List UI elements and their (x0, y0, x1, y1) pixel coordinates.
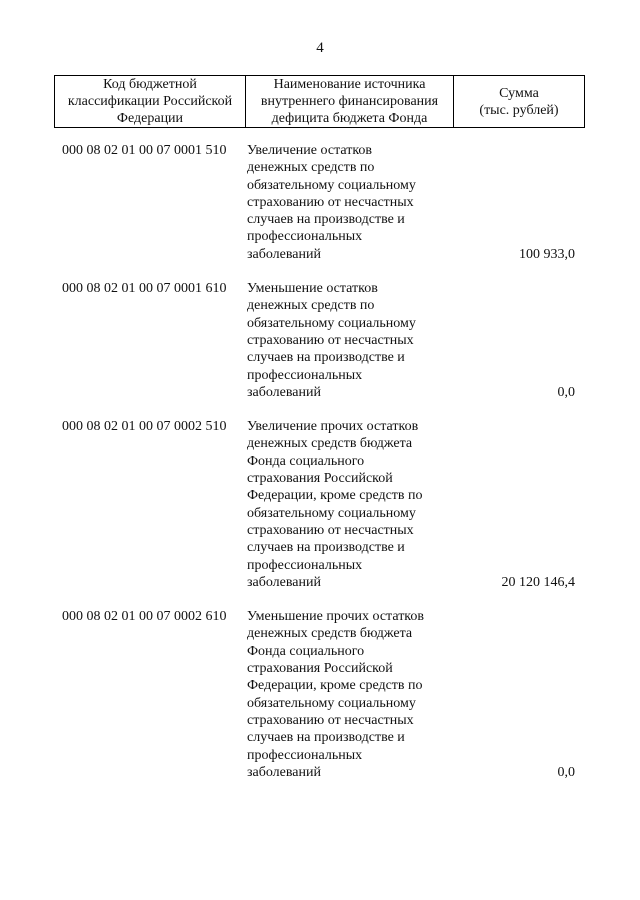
row-sum (455, 142, 583, 263)
row-sum-value: 0,0 (557, 764, 575, 780)
table-row (54, 608, 585, 781)
page-number: 4 (316, 40, 324, 56)
row-code: 000 08 02 01 00 07 0001 510 (62, 143, 227, 158)
row-sum (455, 418, 583, 591)
table-row (54, 418, 585, 591)
row-name: Увеличение остатков денежных средств по обязательному социальному страхованию от несчастных случаев на производстве и профессиональных заболеваний (247, 143, 416, 262)
row-sum-value: 100 933,0 (519, 246, 575, 262)
row-sum-value: 20 120 146,4 (501, 574, 575, 590)
row-sum (455, 280, 583, 401)
row-code: 000 08 02 01 00 07 0002 610 (62, 609, 227, 625)
table-row (54, 280, 585, 401)
header-source-name: Наименование источника внутреннего финансирования дефицита бюджета Фонда (246, 76, 454, 127)
row-name: Уменьшение прочих остатков денежных средств бюджета Фонда социального страхования Российской Федерации, кроме средств по обязательному социальному страхованию от несчастных случаев на производстве и профессиональных заболеваний (247, 609, 425, 780)
row-code: 000 08 02 01 00 07 0001 610 (62, 281, 227, 297)
row-code: 000 08 02 01 00 07 0002 510 (62, 419, 227, 435)
table-header (54, 75, 585, 128)
table-row (54, 142, 585, 263)
row-name: Уменьшение остатков денежных средств по обязательному социальному страхованию от несчастных случаев на производстве и профессиональных заболеваний (247, 281, 416, 400)
header-amount: Сумма (тыс. рублей) (479, 85, 559, 118)
table-body (54, 142, 585, 798)
header-budget-code: Код бюджетной классификации Российской Федерации (55, 76, 246, 127)
row-name: Увеличение прочих остатков денежных средств бюджета Фонда социального страхования Российской Федерации, кроме средств по обязательному социальному страхованию от несчастных случаев на производстве и профессиональных заболеваний (247, 419, 423, 590)
row-sum-value: 0,0 (557, 384, 575, 400)
row-sum (455, 608, 583, 781)
